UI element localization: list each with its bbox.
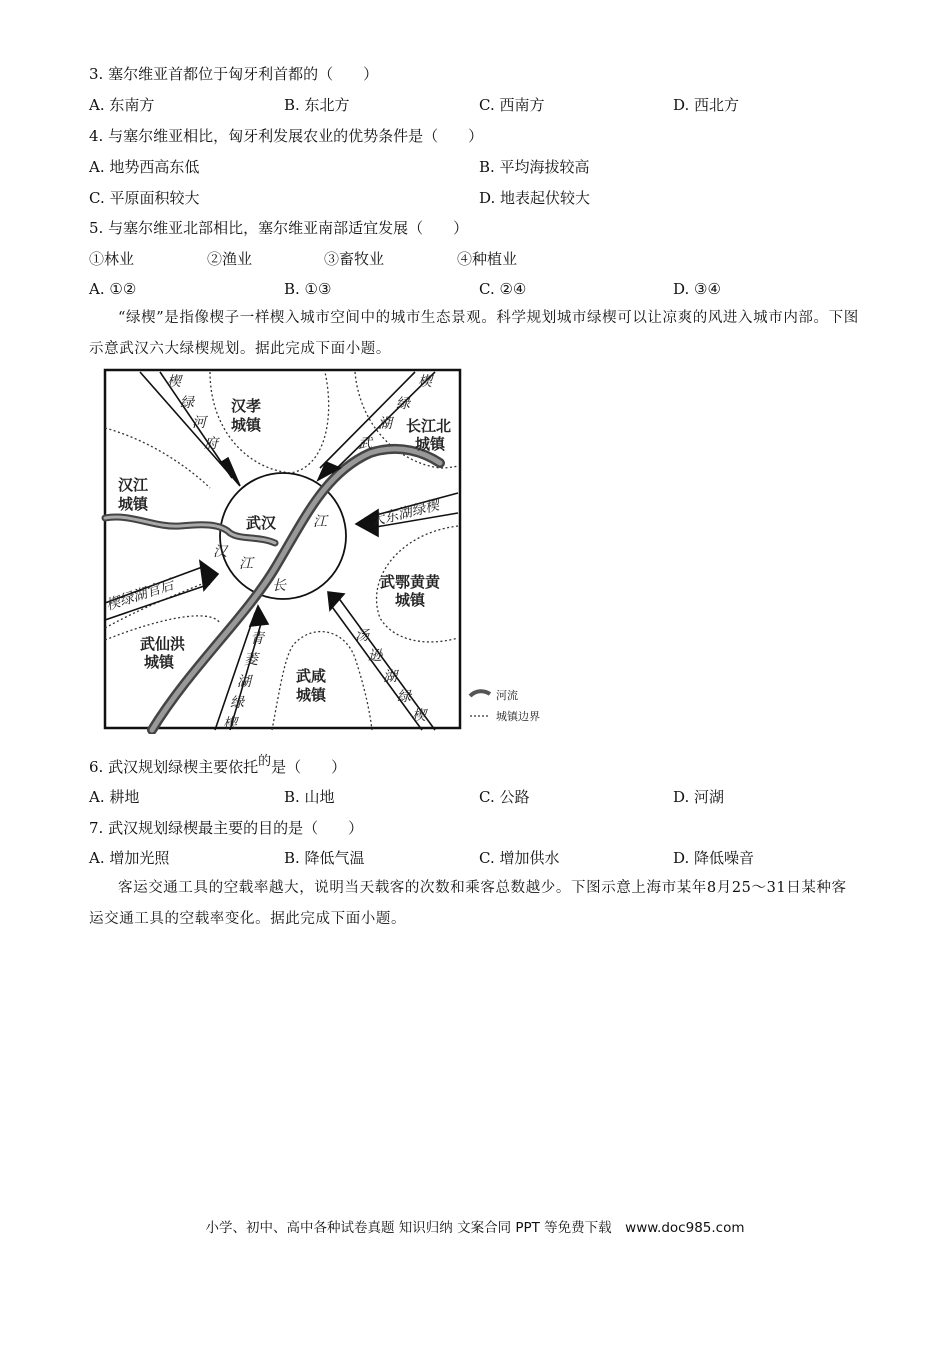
q7-option-c: C. 增加供水 [479, 849, 560, 867]
q4-option-c: C. 平原面积较大 [89, 189, 200, 207]
wedge-qinglinghu-char-3: 湖 [237, 674, 251, 690]
map-legend [470, 688, 540, 723]
wedge-wuhu-char-4: 武 [358, 436, 372, 452]
town-wuhan: 武汉 [246, 514, 277, 532]
q3-option-a: A. 东南方 [89, 96, 155, 114]
town-hanjiang-1: 汉江 [118, 476, 149, 494]
q6-stem-text: 6. 武汉规划绿楔主要依托 [89, 758, 259, 776]
q5-option-c: C. ②④ [479, 280, 527, 298]
q3-stem: 3. 塞尔维亚首都位于匈牙利首都的（ ） [89, 65, 379, 83]
q7-option-d: D. 降低噪音 [673, 849, 755, 867]
legend-river-symbol [470, 691, 490, 696]
legend-river: 河流 [496, 689, 518, 702]
q5-option-b: B. ①③ [284, 280, 332, 298]
wedge-fuhe-char-2: 绿 [180, 395, 194, 411]
q5-item-4: ④种植业 [457, 250, 518, 268]
wedge-fuhe-char-4: 府 [204, 436, 218, 452]
q4-option-b: B. 平均海拔较高 [479, 158, 590, 176]
q7-stem: 7. 武汉规划绿楔最主要的目的是（ ） [89, 819, 364, 837]
q4-option-a: A. 地势西高东低 [89, 158, 200, 176]
wedge-tangxunhu-char-1: 汤 [355, 628, 369, 644]
town-hanxiao-2: 城镇 [231, 416, 262, 434]
wedge-dadonghu-label: 大东湖绿楔 [369, 497, 441, 530]
town-wuxian-2: 城镇 [296, 686, 327, 704]
wedge-tangxunhu-char-3: 湖 [383, 669, 397, 685]
wedge-wuhu-char-3: 湖 [378, 416, 392, 432]
town-hanxiao-1: 汉孝 [231, 397, 262, 415]
q6-option-c: C. 公路 [479, 788, 530, 806]
q5-item-3: ③畜牧业 [324, 250, 385, 268]
q6-stem-tail: 是（ ） [271, 758, 347, 776]
wedge-fuhe-char-1: 楔 [167, 374, 181, 390]
q3-option-d: D. 西北方 [673, 96, 740, 114]
q4-stem: 4. 与塞尔维亚相比，匈牙利发展农业的优势条件是（ ） [89, 127, 484, 145]
q5-item-1: ①林业 [89, 250, 135, 268]
q4-option-d: D. 地表起伏较大 [479, 189, 591, 207]
wedge-wuhu-char-1: 楔 [418, 374, 432, 390]
q6-option-a: A. 耕地 [89, 788, 140, 806]
q3-option-b: B. 东北方 [284, 96, 350, 114]
wedge-qinglinghu-char-5: 楔 [223, 716, 237, 732]
q5-item-2: ②渔业 [207, 250, 253, 268]
river-label-jiang-1: 江 [313, 514, 327, 530]
legend-boundary: 城镇边界 [496, 710, 540, 723]
town-wuxianhong-1: 武仙洪 [140, 635, 186, 653]
q7-option-b: B. 降低气温 [284, 849, 365, 867]
river-label-han: 汉 [213, 544, 227, 560]
wedge-tangxunhu-char-2: 逊 [368, 648, 382, 664]
wedge-tangxunhu-char-4: 绿 [397, 689, 411, 705]
town-changjiangbei-1: 长江北 [406, 417, 452, 435]
wedge-qinglinghu-char-4: 绿 [230, 695, 244, 711]
wuhan-green-wedge-map [100, 368, 560, 734]
town-wuxianhong-2: 城镇 [144, 653, 175, 671]
q6-stem-mark: 的 [258, 754, 272, 769]
river-label-jiang-2: 江 [239, 556, 253, 572]
q6-stem [89, 754, 347, 779]
page-footer: 小学、初中、高中各种试卷真题 知识归纳 文案合同 PPT 等免费下载 www.doc985.com [205, 1220, 745, 1236]
wedge-tangxunhu-char-5: 楔 [412, 708, 426, 724]
passage-green-wedge: “绿楔”是指像楔子一样楔入城市空间中的城市生态景观。科学规划城市绿楔可以让凉爽的风进入城市内部。下图示意武汉六大绿楔规划。据此完成下面小题。 [89, 310, 859, 357]
q5-stem: 5. 与塞尔维亚北部相比，塞尔维亚南部适宜发展（ ） [89, 219, 469, 237]
wedge-wuhu-char-2: 绿 [396, 396, 410, 412]
q6-option-b: B. 山地 [284, 788, 335, 806]
q6-option-d: D. 河湖 [673, 788, 725, 806]
town-changjiangbei-2: 城镇 [415, 435, 446, 453]
town-wuehuanghuang-2: 城镇 [395, 591, 426, 609]
wedge-guanlianhu-label: 楔绿湖官后 [104, 576, 176, 614]
river-label-chang: 长 [272, 578, 286, 594]
q7-option-a: A. 增加光照 [89, 849, 170, 867]
town-hanjiang-2: 城镇 [118, 495, 149, 513]
town-wuxian-1: 武咸 [296, 667, 327, 685]
q5-option-d: D. ③④ [673, 280, 721, 298]
wedge-qinglinghu-char-2: 菱 [244, 652, 258, 668]
passage-empty-load-rate: 客运交通工具的空载率越大，说明当天载客的次数和乘客总数越少。下图示意上海市某年8月25～31日某种客运交通工具的空载率变化。据此完成下面小题。 [89, 880, 847, 927]
q3-option-c: C. 西南方 [479, 96, 545, 114]
wedge-qinglinghu-char-1: 青 [250, 631, 264, 647]
town-wuehuanghuang-1: 武鄂黄黄 [380, 573, 441, 591]
q5-option-a: A. ①② [89, 280, 137, 298]
wedge-fuhe-char-3: 河 [192, 415, 206, 431]
